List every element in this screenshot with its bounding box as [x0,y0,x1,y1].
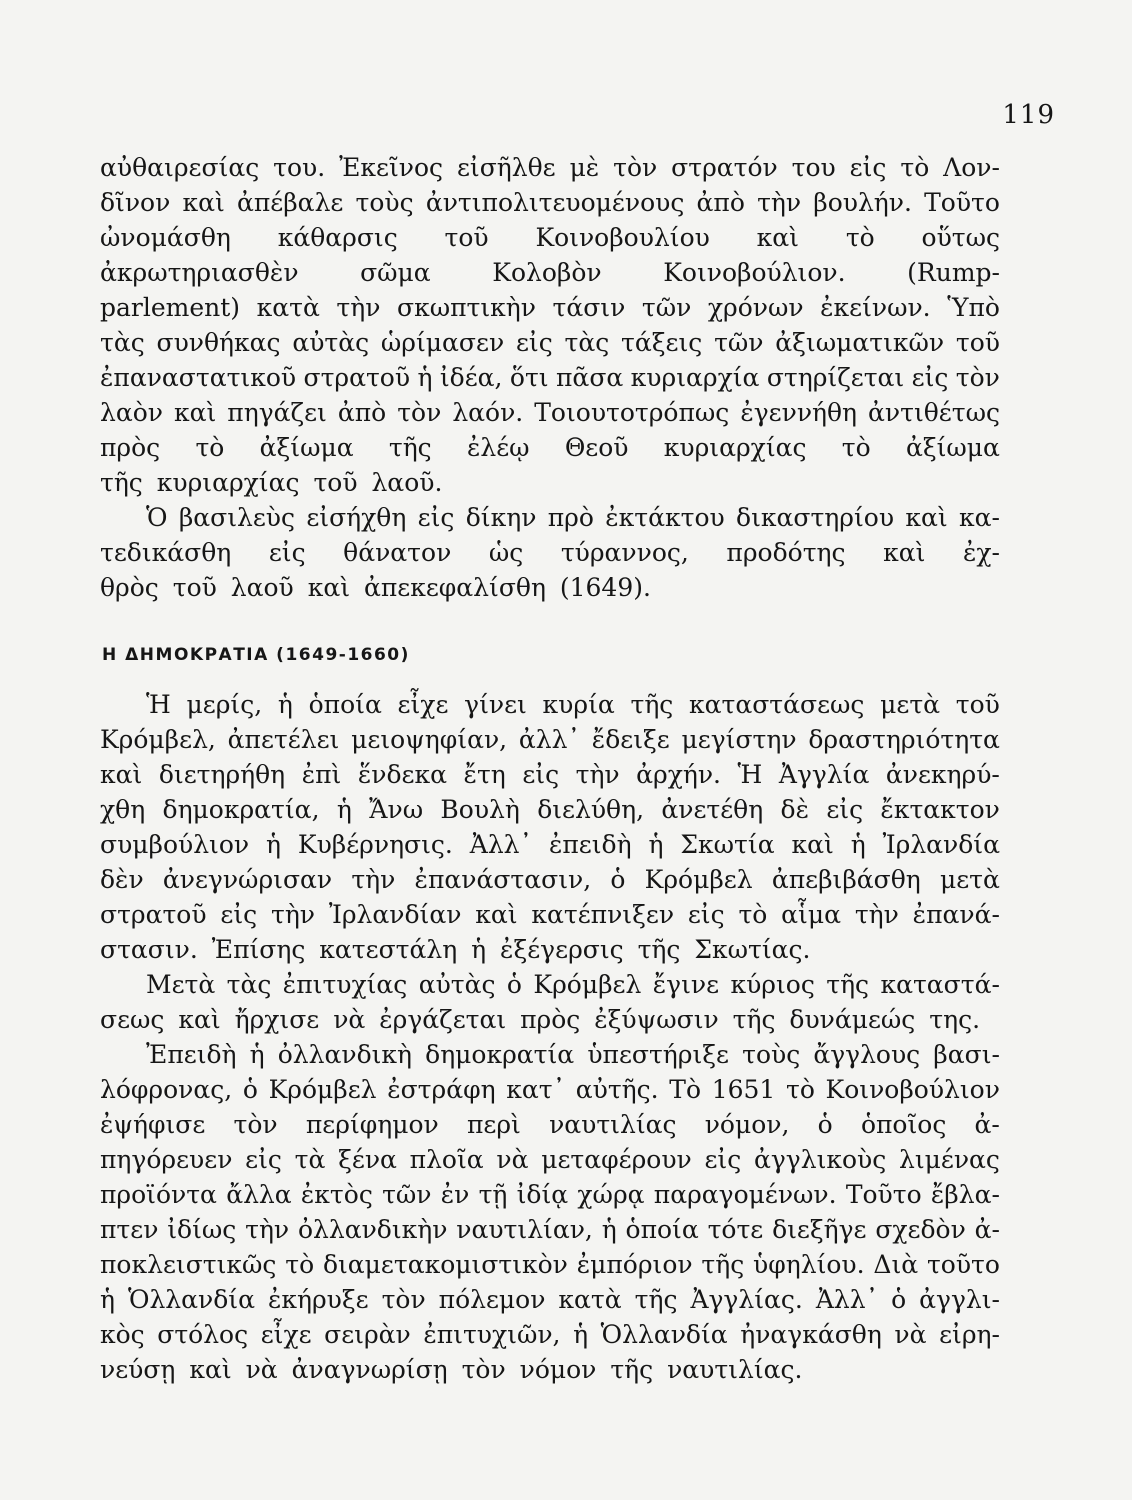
text-line: Ὁ βασιλεὺς εἰσήχθη εἰς δίκην πρὸ ἐκτάκτου δικαστηρίου καὶ κα- [146,503,1000,532]
text-line: parlement) κατὰ τὴν σκωπτικὴν τάσιν τῶν χρόνων ἐκείνων. Ὑπὸ [100,293,1000,322]
paragraph-3 [100,687,1000,967]
text-line: ὠνομάσθη κάθαρσις τοῦ Κοινοβουλίου καὶ τὸ οὕτως [100,223,1000,252]
text-line: ἐπαναστατικοῦ στρατοῦ ἡ ἰδέα, ὅτι πᾶσα κυριαρχία στηρίζεται εἰς τὸν [100,363,1000,392]
text-line: προϊόντα ἄλλα ἐκτὸς τῶν ἐν τῇ ἰδίᾳ χώρᾳ παραγομένων. Τοῦτο ἔβλα- [100,1180,1000,1209]
text-line: λαὸν καὶ πηγάζει ἀπὸ τὸν λαόν. Τοιουτοτρόπως ἐγεννήθη ἀντιθέτως [100,398,1000,427]
paragraph-2 [100,500,1000,605]
text-line: καὶ διετηρήθη ἐπὶ ἕνδεκα ἔτη εἰς τὴν ἀρχήν. Ἡ Ἀγγλία ἀνεκηρύ- [100,760,1000,789]
text-line: τὰς συνθήκας αὐτὰς ὡρίμασεν εἰς τὰς τάξεις τῶν ἀξιωματικῶν τοῦ [100,328,1000,357]
paragraph-1 [100,150,1000,500]
page-number: 119 [1002,100,1055,130]
section-heading: Η ΔΗΜΟΚΡΑΤΙΑ (1649-1660) [102,645,410,665]
text-line: πτεν ἰδίως τὴν ὀλλανδικὴν ναυτιλίαν, ἡ ὁποία τότε διεξῆγε σχεδὸν ἀ- [100,1215,1000,1244]
text-line: στρατοῦ εἰς τὴν Ἰρλανδίαν καὶ κατέπνιξεν εἰς τὸ αἷμα τὴν ἐπανά- [100,900,1000,929]
text-line: δὲν ἀνεγνώρισαν τὴν ἐπανάστασιν, ὁ Κρόμβελ ἀπεβιβάσθη μετὰ [100,865,1000,894]
text-line: πηγόρευεν εἰς τὰ ξένα πλοῖα νὰ μεταφέρουν εἰς ἀγγλικοὺς λιμένας [100,1145,1000,1174]
text-line: Μετὰ τὰς ἐπιτυχίας αὐτὰς ὁ Κρόμβελ ἔγινε κύριος τῆς καταστά- [146,970,1000,999]
text-line: λόφρονας, ὁ Κρόμβελ ἐστράφη κατ᾽ αὐτῆς. Τὸ 1651 τὸ Κοινοβούλιον [100,1075,1000,1104]
text-line: Ἡ μερίς, ἡ ὁποία εἶχε γίνει κυρία τῆς καταστάσεως μετὰ τοῦ [146,690,1000,719]
text-line: στασιν. Ἐπίσης κατεστάλη ἡ ἐξέγερσις τῆς Σκωτίας. [100,935,811,964]
text-line: σεως καὶ ἤρχισε νὰ ἐργάζεται πρὸς ἐξύψωσιν τῆς δυνάμεώς της. [100,1005,981,1034]
text-line: τῆς κυριαρχίας τοῦ λαοῦ. [100,468,443,497]
text-line: πρὸς τὸ ἀξίωμα τῆς ἐλέῳ Θεοῦ κυριαρχίας τὸ ἀξίωμα [100,433,1000,462]
text-line: θρὸς τοῦ λαοῦ καὶ ἀπεκεφαλίσθη (1649). [100,573,651,602]
text-line: νεύσῃ καὶ νὰ ἀναγνωρίσῃ τὸν νόμον τῆς ναυτιλίας. [100,1355,803,1384]
text-column [100,150,1000,1387]
text-line: τεδικάσθη εἰς θάνατον ὡς τύραννος, προδότης καὶ ἐχ- [100,538,1000,567]
text-line: ἐψήφισε τὸν περίφημον περὶ ναυτιλίας νόμον, ὁ ὁποῖος ἀ- [100,1110,1000,1139]
text-line: δῖνον καὶ ἀπέβαλε τοὺς ἀντιπολιτευομένους ἀπὸ τὴν βουλήν. Τοῦτο [100,188,1000,217]
text-line: ἡ Ὁλλανδία ἐκήρυξε τὸν πόλεμον κατὰ τῆς Ἀγγλίας. Ἀλλ᾽ ὁ ἀγγλι- [100,1285,1000,1314]
text-line: κὸς στόλος εἶχε σειρὰν ἐπιτυχιῶν, ἡ Ὁλλανδία ἠναγκάσθη νὰ εἰρη- [100,1320,1000,1349]
text-line: Ἐπειδὴ ἡ ὀλλανδικὴ δημοκρατία ὑπεστήριξε τοὺς ἄγγλους βασι- [146,1040,1000,1069]
text-line: Κρόμβελ, ἀπετέλει μειοψηφίαν, ἀλλ᾽ ἔδειξε μεγίστην δραστηριότητα [100,725,1000,754]
paragraph-5 [100,1037,1000,1387]
paragraph-4 [100,967,1000,1037]
text-line: χθη δημοκρατία, ἡ Ἄνω Βουλὴ διελύθη, ἀνετέθη δὲ εἰς ἔκτακτον [100,795,1000,824]
text-line: συμβούλιον ἡ Κυβέρνησις. Ἀλλ᾽ ἐπειδὴ ἡ Σκωτία καὶ ἡ Ἰρλανδία [100,830,1000,859]
text-line: αὐθαιρεσίας του. Ἐκεῖνος εἰσῆλθε μὲ τὸν στρατόν του εἰς τὸ Λον- [100,153,1000,182]
text-line: ἀκρωτηριασθὲν σῶμα Κολοβὸν Κοινοβούλιον. (Rump- [100,258,1000,287]
text-line: ποκλειστικῶς τὸ διαμετακομιστικὸν ἐμπόριον τῆς ὑφηλίου. Διὰ τοῦτο [100,1250,1000,1279]
